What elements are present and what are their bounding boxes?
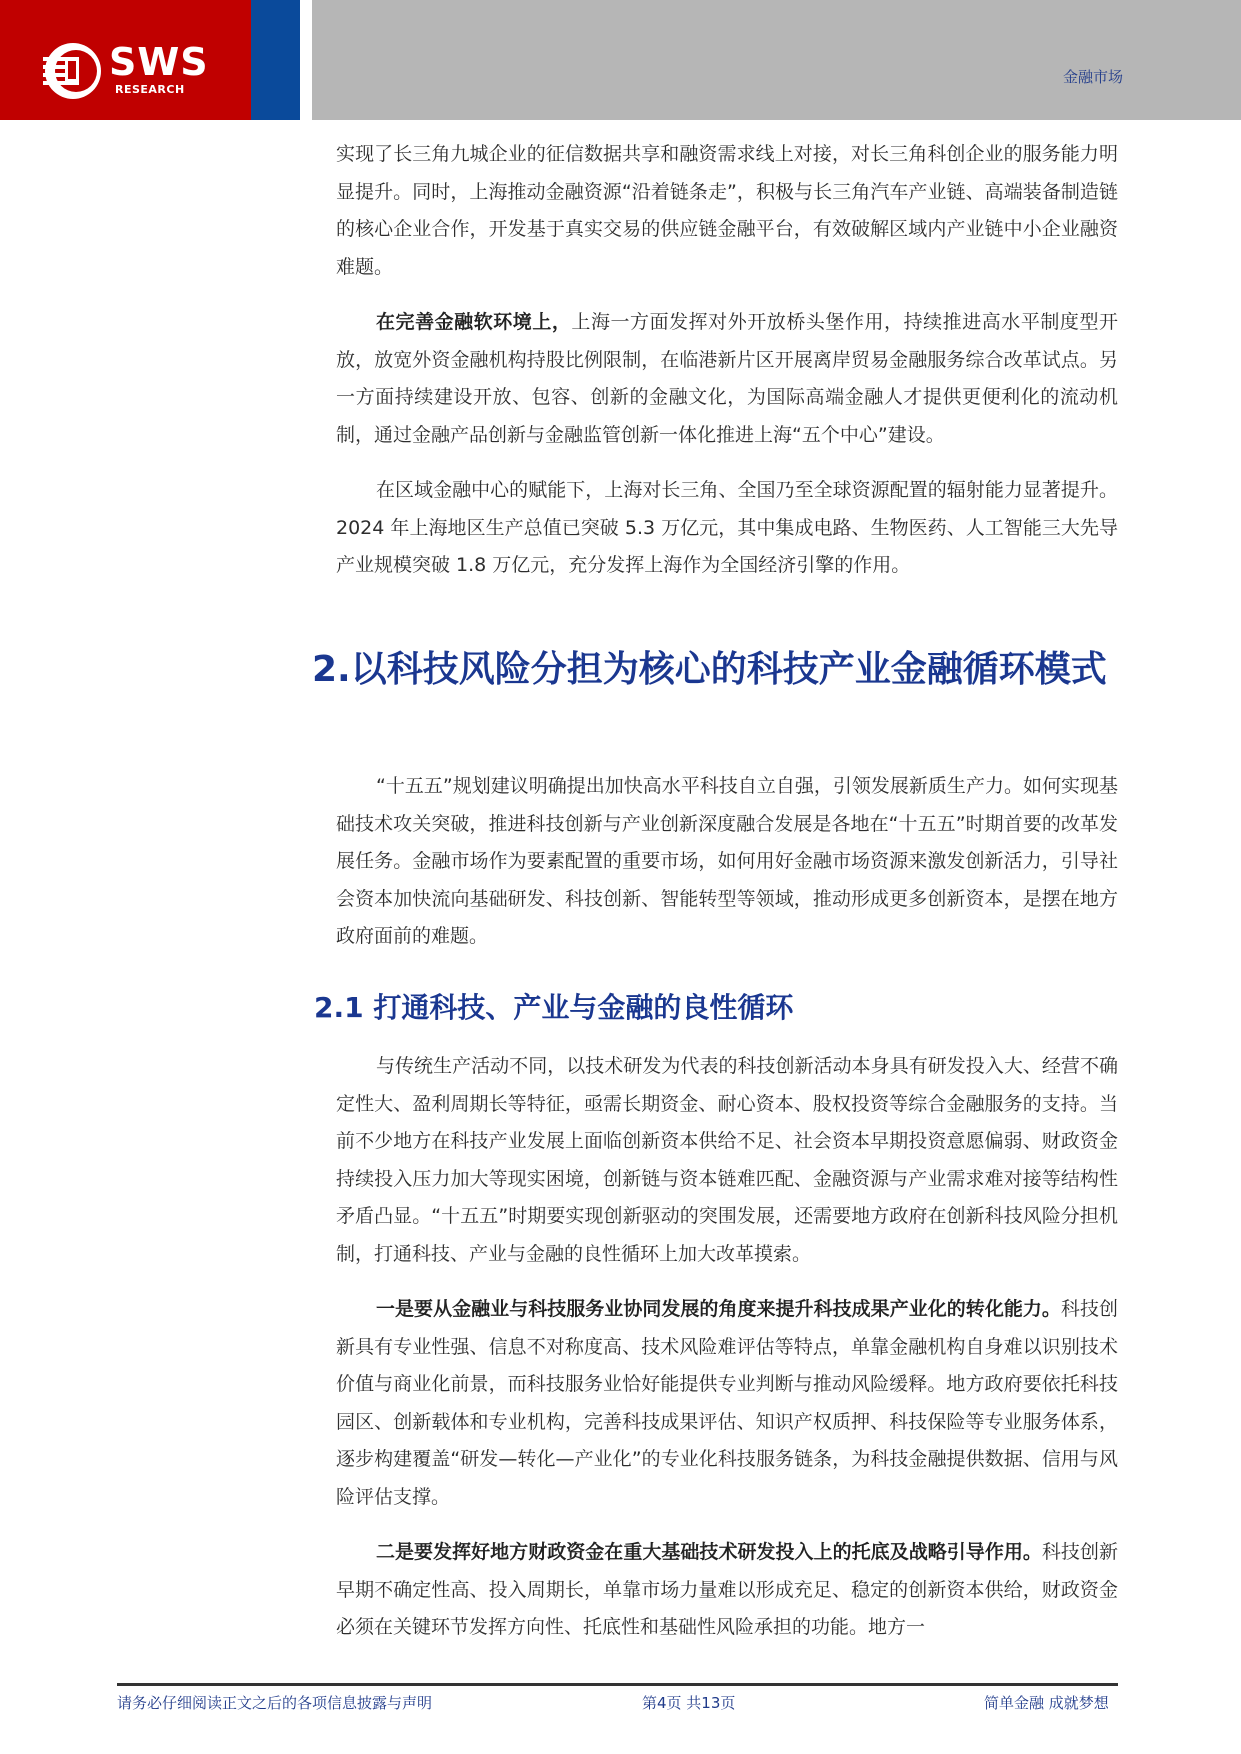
- sws-logo-icon: [43, 40, 103, 102]
- paragraph-1: 实现了长三角九城企业的征信数据共享和融资需求线上对接，对长三角科创企业的服务能力明显提升。同时，上海推动金融资源“沿着链条走”，积极与长三角汽车产业链、高端装备制造链的核心企业合作，开发基于真实交易的供应链金融平台，有效破解区域内产业链中小企业融资难题。: [336, 143, 1118, 278]
- paragraph-7-lead: 二是要发挥好地方财政资金在重大基础技术研发投入上的托底及战略引导作用。: [376, 1541, 1042, 1563]
- header-gray-band: [312, 0, 1241, 120]
- paragraph-7: [336, 1534, 1118, 1647]
- paragraph-6-text: 科技创新具有专业性强、信息不对称度高、技术风险难评估等特点，单靠金融机构自身难以识别技术价值与商业化前景，而科技服务业恰好能提供专业判断与推动风险缓释。地方政府要依托科技园区、创新载体和专业机构，完善科技成果评估、知识产权质押、科技保险等专业服务体系，逐步构建覆盖“研发—转化—产业化”的专业化科技服务链条，为科技金融提供数据、信用与风险评估支撑。: [336, 1298, 1118, 1508]
- section-label: 金融市场: [1062, 68, 1123, 86]
- footer-slogan: 简单金融 成就梦想: [984, 1694, 1109, 1712]
- footer-divider: [117, 1683, 1118, 1686]
- section-heading-2: 2.以科技风险分担为核心的科技产业金融循环模式: [312, 649, 1107, 690]
- paragraph-5: 与传统生产活动不同，以技术研发为代表的科技创新活动本身具有研发投入大、经营不确定性大、盈利周期长等特征，亟需长期资金、耐心资本、股权投资等综合金融服务的支持。当前不少地方在科技产业发展上面临创新资本供给不足、社会资本早期投资意愿偏弱、财政资金持续投入压力加大等现实困境，创新链与资本链难匹配、金融资源与产业需求难对接等结构性矛盾凸显。“十五五”时期要实现创新驱动的突围发展，还需要地方政府在创新科技风险分担机制，打通科技、产业与金融的良性循环上加大改革摸索。: [336, 1055, 1118, 1265]
- body-section-2-1: [336, 1048, 1118, 1647]
- logo-text: SWS: [109, 40, 209, 84]
- logo-subtext: RESEARCH: [115, 83, 185, 96]
- paragraph-2: [336, 304, 1118, 454]
- body-top: [336, 136, 1118, 585]
- paragraph-7-text: 科技创新早期不确定性高、投入周期长，单靠市场力量难以形成充足、稳定的创新资本供给，财政资金必须在关键环节发挥方向性、托底性和基础性风险承担的功能。地方一: [336, 1541, 1118, 1638]
- footer-disclaimer: 请务必仔细阅读正文之后的各项信息披露与声明: [117, 1694, 433, 1712]
- paragraph-2-text: 上海一方面发挥对外开放桥头堡作用，持续推进高水平制度型开放，放宽外资金融机构持股比例限制，在临港新片区开展离岸贸易金融服务综合改革试点。另一方面持续建设开放、包容、创新的金融文化，为国际高端金融人才提供更便利化的流动机制，通过金融产品创新与金融监管创新一体化推进上海“五个中心”建设。: [336, 311, 1118, 446]
- paragraph-6: [336, 1291, 1118, 1516]
- paragraph-6-lead: 一是要从金融业与科技服务业协同发展的角度来提升科技成果产业化的转化能力。: [376, 1298, 1061, 1320]
- page-number: 第4页 共13页: [642, 1694, 736, 1712]
- paragraph-2-lead: 在完善金融软环境上，: [376, 311, 572, 333]
- header-blue-band: [251, 0, 300, 120]
- body-section-2: [336, 768, 1118, 956]
- paragraph-3: 在区域金融中心的赋能下，上海对长三角、全国乃至全球资源配置的辐射能力显著提升。2024 年上海地区生产总值已突破 5.3 万亿元，其中集成电路、生物医药、人工智能三大先导产业规模突破 1.8 万亿元，充分发挥上海作为全国经济引擎的作用。: [336, 479, 1118, 576]
- sws-research-logo: [43, 40, 213, 102]
- paragraph-4: “十五五”规划建议明确提出加快高水平科技自立自强，引领发展新质生产力。如何实现基础技术攻关突破，推进科技创新与产业创新深度融合发展是各地在“十五五”时期首要的改革发展任务。金融市场作为要素配置的重要市场，如何用好金融市场资源来激发创新活力，引导社会资本加快流向基础研发、科技创新、智能转型等领域，推动形成更多创新资本，是摆在地方政府面前的难题。: [336, 775, 1118, 947]
- subsection-heading-2-1: 2.1 打通科技、产业与金融的良性循环: [314, 991, 794, 1024]
